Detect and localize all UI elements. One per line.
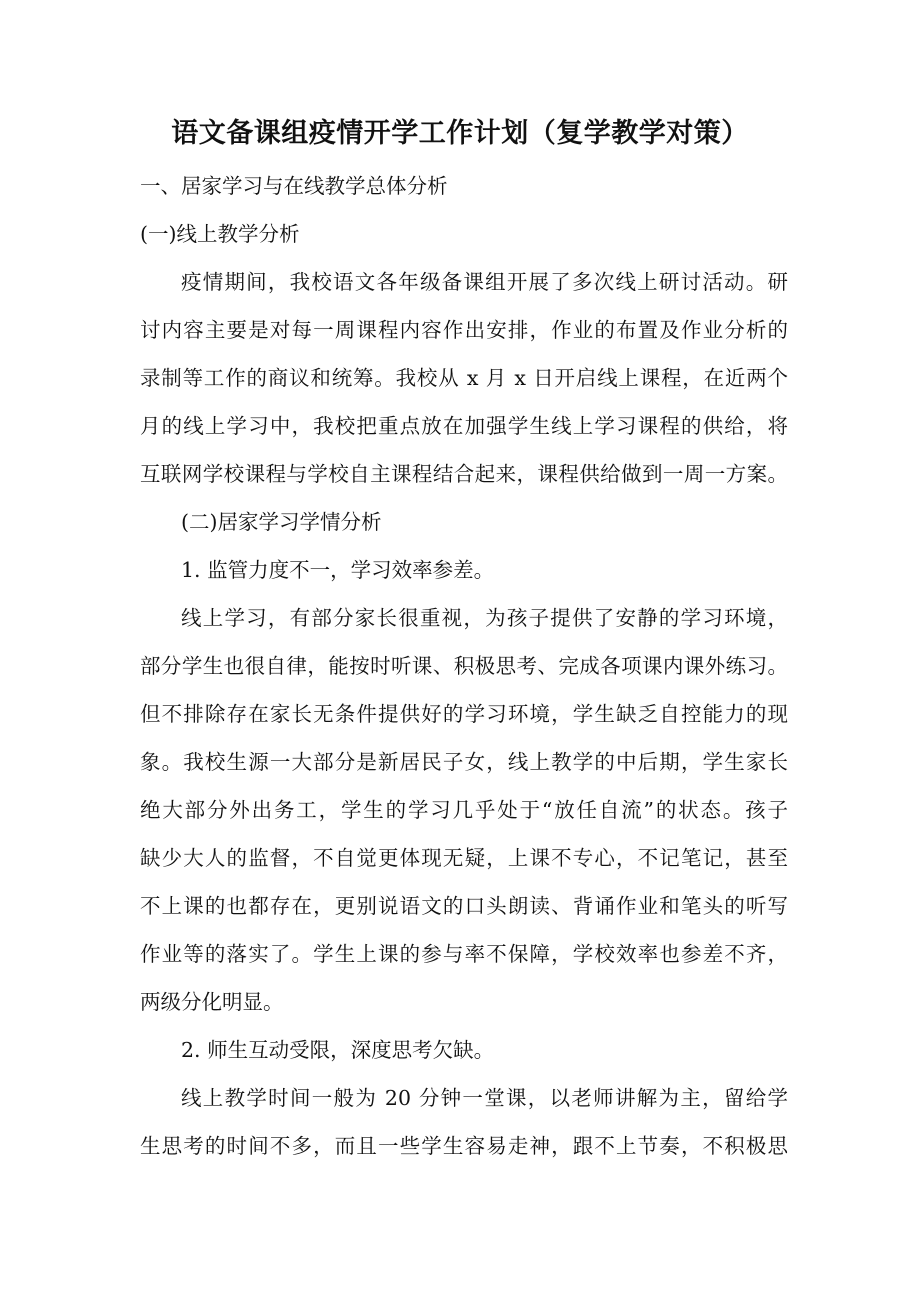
- paragraph-line: 不上课的也都存在，更别说语文的口头朗读、背诵作业和笔头的听写: [140, 894, 788, 918]
- paragraph-line: 月的线上学习中，我校把重点放在加强学生线上学习课程的供给，将: [140, 414, 788, 438]
- paragraph-line: 两级分化明显。: [140, 990, 284, 1014]
- paragraph-line: 缺少大人的监督，不自觉更体现无疑，上课不专心，不记笔记，甚至: [140, 846, 788, 870]
- paragraph-line: 绝大部分外出务工，学生的学习几乎处于“放任自流”的状态。孩子: [140, 798, 788, 822]
- document-title: 语文备课组疫情开学工作计划（复学教学对策）: [171, 118, 749, 149]
- subsection-heading-2: (二)居家学习学情分析: [181, 510, 382, 534]
- paragraph-line: 线上学习，有部分家长很重视，为孩子提供了安静的学习环境，: [181, 606, 788, 630]
- paragraph-line: 线上教学时间一般为 20 分钟一堂课，以老师讲解为主，留给学: [181, 1086, 788, 1110]
- paragraph-line: 生思考的时间不多，而且一些学生容易走神，跟不上节奏，不积极思: [140, 1134, 788, 1158]
- paragraph-line: 讨内容主要是对每一周课程内容作出安排，作业的布置及作业分析的: [140, 318, 788, 342]
- point-heading-2: 2. 师生互动受限，深度思考欠缺。: [181, 1038, 495, 1062]
- paragraph-line: 作业等的落实了。学生上课的参与率不保障，学校效率也参差不齐，: [140, 942, 788, 966]
- paragraph-line: 互联网学校课程与学校自主课程结合起来，课程供给做到一周一方案。: [140, 462, 788, 486]
- section-heading-1: 一、居家学习与在线教学总体分析: [140, 174, 448, 198]
- paragraph-line: 象。我校生源一大部分是新居民子女，线上教学的中后期，学生家长: [140, 750, 788, 774]
- subsection-heading-1: (一)线上教学分析: [140, 222, 300, 246]
- point-heading-1: 1. 监管力度不一，学习效率参差。: [181, 558, 495, 582]
- paragraph-line: 疫情期间，我校语文各年级备课组开展了多次线上研讨活动。研: [181, 270, 788, 294]
- paragraph-line: 但不排除存在家长无条件提供好的学习环境，学生缺乏自控能力的现: [140, 702, 788, 726]
- paragraph-line: 录制等工作的商议和统筹。我校从 x 月 x 日开启线上课程，在近两个: [140, 366, 788, 390]
- paragraph-line: 部分学生也很自律，能按时听课、积极思考、完成各项课内课外练习。: [140, 654, 788, 678]
